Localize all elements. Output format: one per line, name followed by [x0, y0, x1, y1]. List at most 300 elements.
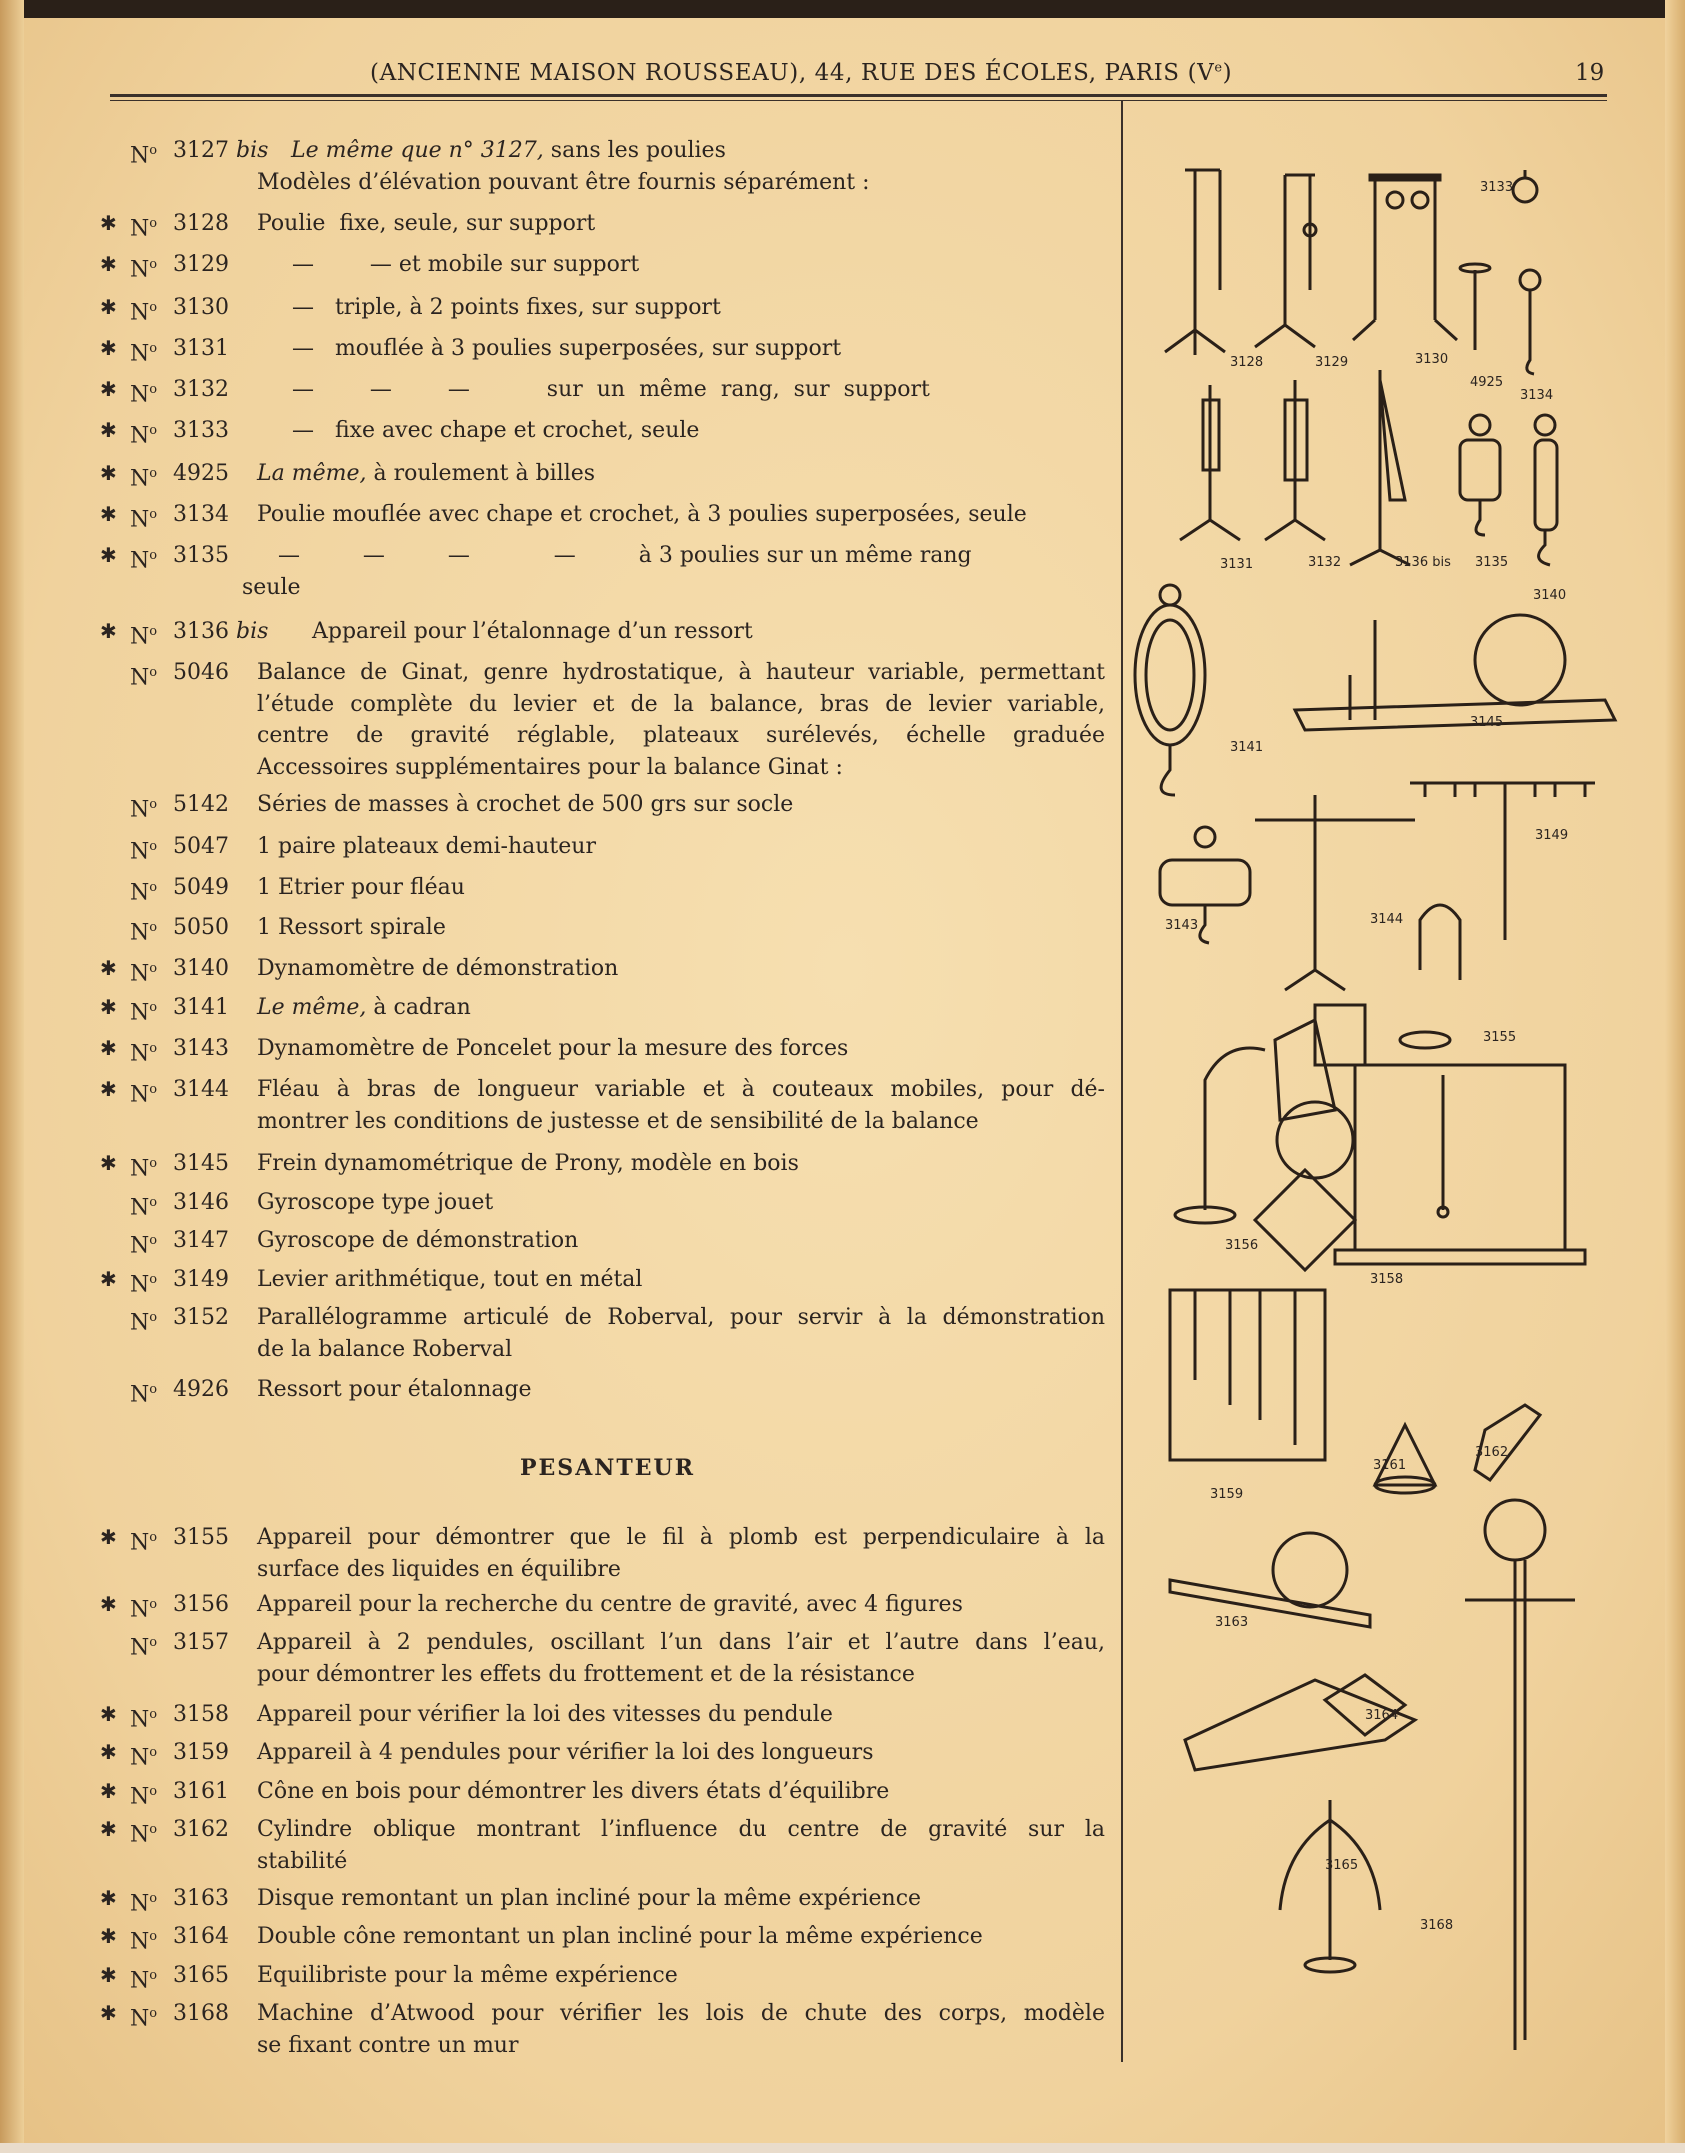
no-sup: o — [149, 961, 158, 976]
item-description — [257, 1225, 1105, 1257]
no-sup: o — [149, 839, 158, 854]
number-prefix — [130, 1522, 157, 1559]
star-icon: ✱ — [100, 1817, 117, 1841]
item-number — [173, 1033, 229, 1065]
figure-label: 3128 — [1230, 355, 1264, 370]
star-icon: ✱ — [100, 1886, 117, 1910]
no-label: N — [130, 1156, 150, 1182]
catalog-entry — [100, 292, 1110, 324]
no-label: N — [130, 1784, 150, 1810]
number-prefix — [130, 333, 157, 370]
no-sup: o — [149, 143, 158, 158]
text-segment: Ressort pour étalonnage — [257, 1377, 532, 1402]
pulley-stand-illustration — [1350, 370, 1410, 565]
text-segment: surface des liquides en équilibre — [257, 1556, 621, 1582]
no-sup: o — [149, 1000, 158, 1015]
catalog-entry — [100, 1737, 1110, 1769]
description-line — [257, 374, 1105, 406]
item-number-value: 3158 — [173, 1702, 229, 1727]
item-number-value: 3162 — [173, 1817, 229, 1842]
text-segment: Appareil pour la recherche du centre de gravité, avec 4 figures — [257, 1592, 963, 1617]
description-line — [257, 872, 1105, 904]
number-prefix — [130, 1074, 157, 1111]
text-segment: Poulie fixe, seule, sur support — [257, 211, 596, 236]
catalog-entry — [100, 1302, 1110, 1365]
catalog-entry — [100, 953, 1110, 985]
no-sup: o — [149, 257, 158, 272]
item-number-value: 3130 — [173, 295, 229, 320]
text-segment: à roulement à billes — [366, 461, 596, 486]
item-number — [173, 1998, 229, 2030]
figure-label: 3144 — [1370, 912, 1404, 927]
item-number — [173, 831, 229, 863]
description-line — [257, 953, 1105, 985]
text-segment: Appareil à 2 pendules, oscillant l’un dans l’air et l’autre dans l’eau, — [257, 1630, 1105, 1655]
text-segment: Dynamomètre de Poncelet pour la mesure des forces — [257, 1036, 849, 1061]
star-icon: ✱ — [100, 543, 117, 567]
item-number — [173, 333, 229, 365]
catalog-entry — [100, 657, 1110, 783]
figure-label: 3129 — [1315, 355, 1349, 370]
item-description — [257, 1302, 1105, 1365]
item-description — [257, 1737, 1105, 1769]
text-segment: Poulie mouflée avec chape et crochet, à 3 poulies superposées, seule — [257, 502, 1027, 527]
number-prefix — [130, 872, 157, 909]
item-number-value: 3141 — [173, 995, 229, 1020]
item-number-value: 3131 — [173, 336, 229, 361]
item-number-value: 3146 — [173, 1190, 229, 1215]
item-number-value: 3132 — [173, 377, 229, 402]
pulley-stand-illustration — [1255, 175, 1316, 347]
no-label: N — [130, 1000, 150, 1026]
no-sup: o — [149, 1156, 158, 1171]
item-number-value: 3164 — [173, 1924, 229, 1949]
item-number — [173, 953, 229, 985]
number-prefix — [130, 1302, 157, 1339]
number-prefix — [130, 1033, 157, 1070]
item-number — [173, 249, 229, 281]
item-number-value: 3140 — [173, 956, 229, 981]
no-sup: o — [149, 1597, 158, 1612]
item-description — [257, 415, 1105, 447]
no-label: N — [130, 1195, 150, 1221]
text-segment: pour démontrer les effets du frottement et de la résistance — [257, 1661, 915, 1687]
text-segment: Cône en bois pour démontrer les divers états d’équilibre — [257, 1779, 890, 1804]
figure-label: 3149 — [1535, 828, 1569, 843]
item-number-value: 5047 — [173, 834, 229, 859]
text-segment: Appareil pour l’étalonnage d’un ressort — [291, 619, 753, 644]
star-icon: ✱ — [100, 995, 117, 1019]
no-sup: o — [149, 1233, 158, 1248]
text-segment: Le même que n° 3127, — [291, 138, 544, 163]
no-label: N — [130, 839, 150, 865]
item-description — [257, 1374, 1105, 1406]
description-line — [257, 720, 1105, 752]
no-label: N — [130, 1272, 150, 1298]
number-prefix — [130, 374, 157, 411]
no-label: N — [130, 1929, 150, 1955]
description-line — [257, 1187, 1105, 1219]
pulley-block-illustration — [1460, 415, 1500, 535]
disk-incline-illustration — [1170, 1533, 1370, 1627]
star-icon: ✱ — [100, 377, 117, 401]
item-number-value: 3143 — [173, 1036, 229, 1061]
no-sup: o — [149, 382, 158, 397]
text-segment: Frein dynamométrique de Prony, modèle en bois — [257, 1151, 799, 1176]
star-icon: ✱ — [100, 1077, 117, 1101]
description-line — [257, 616, 1105, 648]
item-description — [257, 616, 1105, 648]
no-sup: o — [149, 624, 158, 639]
item-number-suffix: bis — [236, 138, 269, 163]
number-prefix — [130, 1589, 157, 1626]
catalog-entry — [100, 1699, 1110, 1731]
star-icon: ✱ — [100, 1525, 117, 1549]
item-description — [257, 1522, 1105, 1585]
no-sup: o — [149, 341, 158, 356]
item-number — [173, 499, 229, 531]
number-prefix — [130, 415, 157, 452]
no-sup: o — [149, 2006, 158, 2021]
text-segment: montrer les conditions de justesse et de sensibilité de la balance — [257, 1108, 979, 1134]
item-number-value: 3144 — [173, 1077, 229, 1102]
item-number — [173, 208, 229, 240]
catalog-entry — [100, 208, 1110, 240]
item-number — [173, 415, 229, 447]
catalog-entry — [100, 912, 1110, 944]
no-label: N — [130, 1891, 150, 1917]
no-sup: o — [149, 1382, 158, 1397]
item-number — [173, 1589, 229, 1621]
no-sup: o — [149, 1968, 158, 1983]
prony-brake-illustration — [1295, 615, 1615, 730]
item-number-value: 3129 — [173, 252, 229, 277]
catalog-entry — [100, 1776, 1110, 1808]
catalog-entry — [100, 872, 1110, 904]
item-number — [173, 1522, 229, 1554]
star-icon: ✱ — [100, 956, 117, 980]
star-icon: ✱ — [100, 1592, 117, 1616]
description-line — [257, 1814, 1105, 1846]
number-prefix — [130, 1960, 157, 1997]
item-description — [257, 872, 1105, 904]
item-number-value: 3157 — [173, 1630, 229, 1655]
text-segment: Double cône remontant un plan incliné pour la même expérience — [257, 1924, 983, 1949]
no-label: N — [130, 1233, 150, 1259]
description-line — [257, 249, 1105, 281]
description-line — [257, 1776, 1105, 1808]
text-segment: de la balance Roberval — [257, 1336, 513, 1362]
running-header — [370, 60, 1232, 86]
description-line — [257, 1522, 1105, 1554]
pulley-frame-illustration — [1353, 175, 1457, 340]
no-sup: o — [149, 880, 158, 895]
description-line — [257, 540, 1105, 572]
no-sup: o — [149, 1195, 158, 1210]
star-icon: ✱ — [100, 502, 117, 526]
description-line — [257, 1033, 1105, 1065]
item-description — [257, 458, 1105, 490]
item-number — [173, 1883, 229, 1915]
item-description — [242, 540, 1105, 603]
catalog-entry — [100, 1187, 1110, 1219]
text-segment: Machine d’Atwood pour vérifier les lois de chute des corps, modèle — [257, 2001, 1105, 2026]
arithmetic-lever-illustration — [1410, 783, 1595, 940]
item-number — [173, 1302, 229, 1334]
text-segment: 1 paire plateaux demi-hauteur — [257, 834, 596, 859]
description-line — [257, 1737, 1105, 1769]
item-description — [257, 135, 1105, 198]
item-number — [173, 1187, 229, 1219]
text-segment: Cylindre oblique montrant l’influence du centre de gravité sur la — [257, 1817, 1105, 1842]
illustrations-column — [1125, 100, 1670, 2060]
item-description — [257, 1960, 1105, 1992]
number-prefix — [130, 831, 157, 868]
catalog-entry — [100, 135, 1110, 198]
star-icon: ✱ — [100, 1740, 117, 1764]
no-sup: o — [149, 1707, 158, 1722]
number-prefix — [130, 1921, 157, 1958]
catalog-entry — [100, 1074, 1110, 1137]
column-divider — [1121, 100, 1123, 2062]
figure-label: 3132 — [1308, 555, 1342, 570]
description-line — [257, 1883, 1105, 1915]
figure-label: 4925 — [1470, 375, 1504, 390]
item-number-value: 3133 — [173, 418, 229, 443]
figure-label: 3136 bis — [1395, 555, 1451, 570]
text-segment: se fixant contre un mur — [257, 2032, 519, 2058]
star-icon: ✱ — [100, 418, 117, 442]
pulley-stand-illustration — [1165, 170, 1225, 355]
catalog-entry — [100, 1883, 1110, 1915]
number-prefix — [130, 1883, 157, 1920]
text-segment: — — et mobile sur support — [257, 252, 640, 277]
number-prefix — [130, 912, 157, 949]
text-segment: La même, — [257, 461, 367, 486]
section-title: PESANTEUR — [520, 1455, 695, 1481]
catalog-entry — [100, 1225, 1110, 1257]
item-description — [257, 374, 1105, 406]
figure-label: 3158 — [1370, 1272, 1404, 1287]
text-segment: Séries de masses à crochet de 500 grs sur socle — [257, 792, 794, 817]
star-icon: ✱ — [100, 336, 117, 360]
description-line — [257, 1225, 1105, 1257]
header-close: ) — [1222, 60, 1233, 86]
item-number-value: 5142 — [173, 792, 229, 817]
description-line — [257, 333, 1105, 365]
no-sup: o — [149, 1929, 158, 1944]
no-label: N — [130, 1822, 150, 1848]
text-segment: Modèles d’élévation pouvant être fournis séparément : — [257, 169, 870, 195]
number-prefix — [130, 992, 157, 1029]
item-number — [173, 872, 229, 904]
item-number-value: 3165 — [173, 1963, 229, 1988]
item-number-value: 3149 — [173, 1267, 229, 1292]
text-segment: Levier arithmétique, tout en métal — [257, 1267, 643, 1292]
no-label: N — [130, 961, 150, 987]
text-segment: Disque remontant un plan incliné pour la même expérience — [257, 1886, 922, 1911]
description-line — [257, 208, 1105, 240]
item-number-value: 3161 — [173, 1779, 229, 1804]
star-icon: ✱ — [100, 1151, 117, 1175]
text-segment: stabilité — [257, 1848, 348, 1874]
no-sup: o — [149, 1041, 158, 1056]
item-number — [173, 1960, 229, 1992]
no-sup: o — [149, 1745, 158, 1760]
no-sup: o — [149, 665, 158, 680]
item-description — [257, 1264, 1105, 1296]
star-icon: ✱ — [100, 211, 117, 235]
description-line — [257, 1264, 1105, 1296]
item-number — [173, 1814, 229, 1846]
item-number-value: 3168 — [173, 2001, 229, 2026]
text-segment: seule — [242, 574, 301, 600]
no-sup: o — [149, 466, 158, 481]
page-number: 19 — [1575, 60, 1605, 86]
item-description — [257, 1883, 1105, 1915]
figure-label: 3143 — [1165, 918, 1199, 933]
text-segment: 1 Etrier pour fléau — [257, 875, 465, 900]
number-prefix — [130, 953, 157, 990]
figure-label: 3145 — [1470, 715, 1504, 730]
item-number-value: 5046 — [173, 660, 229, 685]
pendulum-velocity-illustration — [1335, 1065, 1585, 1264]
catalog-entry — [100, 415, 1110, 447]
no-label: N — [130, 341, 150, 367]
item-description — [257, 1776, 1105, 1808]
number-prefix — [130, 1225, 157, 1262]
four-pendulums-illustration — [1170, 1290, 1325, 1460]
no-label: N — [130, 1968, 150, 1994]
figure-label: 3162 — [1475, 1445, 1509, 1460]
number-prefix — [130, 135, 157, 172]
no-label: N — [130, 216, 150, 242]
catalog-entry — [100, 1960, 1110, 1992]
atwood-machine-illustration — [1465, 1500, 1575, 2050]
description-line — [257, 1589, 1105, 1621]
catalog-entry — [100, 333, 1110, 365]
number-prefix — [130, 292, 157, 329]
star-icon: ✱ — [100, 1702, 117, 1726]
description-line — [257, 458, 1105, 490]
catalog-entry — [100, 1589, 1110, 1621]
star-icon: ✱ — [100, 295, 117, 319]
description-line — [257, 1374, 1105, 1406]
item-number — [173, 292, 229, 324]
description-line — [257, 1998, 1105, 2030]
catalog-entry — [100, 1998, 1110, 2061]
star-icon: ✱ — [100, 252, 117, 276]
item-description — [257, 1998, 1105, 2061]
description-line — [257, 912, 1105, 944]
plumb-line-illustration — [1400, 905, 1460, 1048]
number-prefix — [130, 249, 157, 286]
number-prefix — [130, 1814, 157, 1851]
item-number — [173, 1264, 229, 1296]
item-number — [173, 374, 229, 406]
star-icon: ✱ — [100, 619, 117, 643]
no-label: N — [130, 423, 150, 449]
item-number-value: 3163 — [173, 1886, 229, 1911]
description-line — [257, 689, 1105, 721]
pulley-stand-illustration — [1265, 380, 1325, 540]
item-number-value: 3136 — [173, 619, 229, 644]
scan-edge-bottom — [0, 2143, 1685, 2153]
star-icon: ✱ — [100, 1779, 117, 1803]
figure-label: 3135 — [1475, 555, 1509, 570]
text-segment: Le même, — [257, 995, 367, 1020]
description-line — [257, 499, 1105, 531]
description-line — [257, 1148, 1105, 1180]
text-segment: Gyroscope type jouet — [257, 1190, 494, 1215]
star-icon: ✱ — [100, 1963, 117, 1987]
item-number-value: 3127 — [173, 138, 229, 163]
text-segment: Appareil pour démontrer que le fil à plomb est perpendiculaire à la — [257, 1525, 1105, 1550]
item-description — [257, 1814, 1105, 1877]
figure-label: 3140 — [1533, 588, 1567, 603]
number-prefix — [130, 540, 157, 577]
description-line — [257, 1699, 1105, 1731]
description-line — [257, 1846, 1105, 1878]
item-number-value: 5049 — [173, 875, 229, 900]
number-prefix — [130, 1148, 157, 1185]
description-line — [257, 167, 1105, 199]
description-line — [257, 1960, 1105, 1992]
no-sup: o — [149, 1822, 158, 1837]
item-number-value: 3128 — [173, 211, 229, 236]
figure-label: 3133 — [1480, 180, 1514, 195]
no-sup: o — [149, 1530, 158, 1545]
item-number-value: 3152 — [173, 1305, 229, 1330]
item-number-value: 3156 — [173, 1592, 229, 1617]
item-number-value: 3147 — [173, 1228, 229, 1253]
item-description — [257, 1187, 1105, 1219]
description-line — [257, 752, 1105, 784]
no-label: N — [130, 2006, 150, 2032]
no-label: N — [130, 143, 150, 169]
text-segment: Fléau à bras de longueur variable et à couteaux mobiles, pour dé- — [257, 1077, 1105, 1102]
item-number — [173, 1737, 229, 1769]
item-number — [173, 657, 229, 689]
description-line — [257, 1334, 1105, 1366]
number-prefix — [130, 616, 157, 653]
item-number — [173, 1699, 229, 1731]
no-sup: o — [149, 1310, 158, 1325]
no-label: N — [130, 466, 150, 492]
header-text: (ANCIENNE MAISON ROUSSEAU), 44, RUE DES ÉCOLES, PARIS (V — [370, 60, 1215, 86]
pulley-stand-illustration — [1180, 385, 1240, 540]
text-segment: Appareil pour vérifier la loi des vitesses du pendule — [257, 1702, 833, 1727]
no-label: N — [130, 507, 150, 533]
figure-label: 3156 — [1225, 1238, 1259, 1253]
figure-label: 3159 — [1210, 1487, 1244, 1502]
text-segment: — triple, à 2 points fixes, sur support — [257, 295, 721, 320]
no-label: N — [130, 1382, 150, 1408]
star-icon: ✱ — [100, 2001, 117, 2025]
catalog-entry — [100, 1148, 1110, 1180]
item-number-value: 5050 — [173, 915, 229, 940]
catalog-entry — [100, 1264, 1110, 1296]
no-sup: o — [149, 920, 158, 935]
item-description — [257, 953, 1105, 985]
description-line — [242, 572, 1105, 604]
item-number — [173, 1148, 229, 1180]
item-number — [173, 1225, 229, 1257]
no-sup: o — [149, 300, 158, 315]
item-description — [257, 499, 1105, 531]
oblique-cylinder-illustration — [1475, 1405, 1540, 1480]
description-line — [257, 2030, 1105, 2062]
